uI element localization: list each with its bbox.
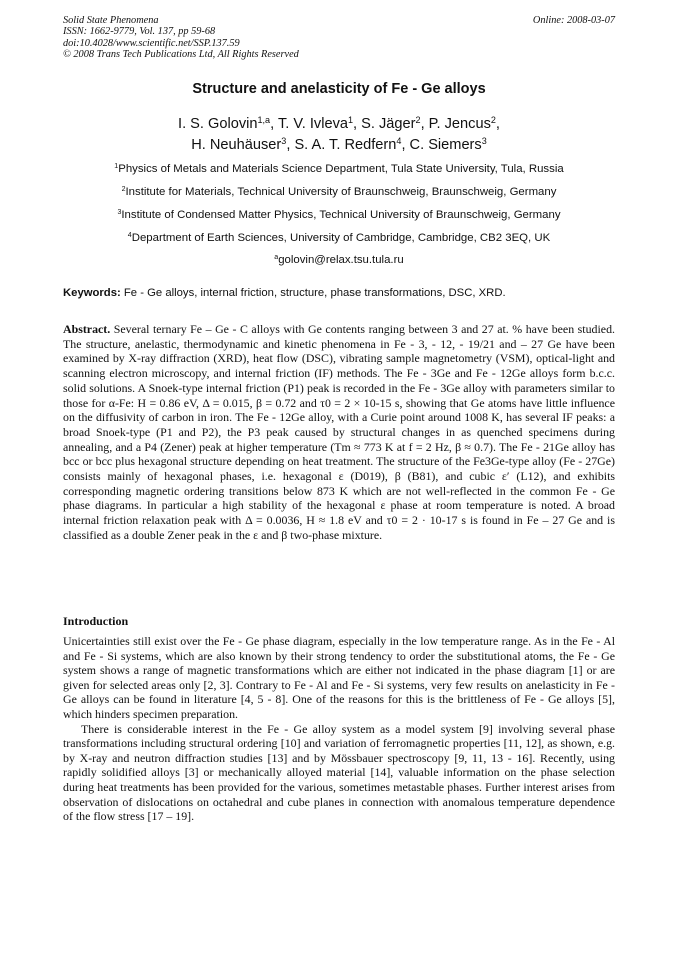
affiliation-mark: 1 xyxy=(114,163,119,171)
abstract-text: Several ternary Fe – Ge - C alloys with Ge contents ranging between 3 and 27 at. % have been studied. The structure, anelastic, thermodynamic and kinetic phenomena in Fe - 3, - 12, - 19/21 and – 27 Ge have been examined by X-ray diffraction (XRD), heat flow (DSC), vibrating sample magnetometry (VSM), optical-light and scanning electron microscopy, and internal friction (IF) methods. The Fe - 3Ge and Fe - 12Ge alloys form b.c.c. solid solutions. A Snoek-type internal friction (P1) peak is recorded in the Fe - 3Ge alloy with parameters similar to those for α-Fe: H = 0.86 eV, Δ = 0.015, β = 0.72 and τ0 = 2 × 10-15 s, showing that Ge atoms have little influence on the diffusivity of carbon in iron. The Fe - 12Ge alloy, with a Curie point around 1008 K, has several IF peaks: a broad Snoek-type (P1 and P2), the P3 peak caused by structural changes in as quenched specimens during annealing, and a P4 (Zener) peak at higher temperature (Tm ≈ 773 K at f = 2 Hz, β ≈ 0.7). The Fe - 21Ge alloy has bcc or bcc plus hexagonal structure depending on heat treatment. The structure of the Fe3Ge-type alloy (Fe - 27Ge) consists mainly of hexagonal phases, i.e. hexagonal ε (D019), β (B81), and cubic ε′ (L12), and exhibits corresponding magnetic ordering transitions below 873 K which are not well-reflected in the common Fe - Ge phase diagrams. In particular a high stability of the hexagonal ε phase at room temperature is noted. A broad internal friction relaxation peak with Δ = 0.0036, H ≈ 1.8 eV and τ0 = 2 · 10-17 s is found in Fe – 27 Ge and is classified as a double Zener peak in the ε and β two-phase mixture. xyxy=(63,322,615,542)
affiliation-text: Department of Earth Sciences, University of Cambridge, Cambridge, CB2 3EQ, UK xyxy=(131,232,551,244)
journal-issn: ISSN: 1662-9779, Vol. 137, pp 59-68 xyxy=(63,26,216,38)
section-heading-introduction: Introduction xyxy=(63,614,129,628)
author-separator: , xyxy=(353,116,362,132)
author: S. A. T. Redfern xyxy=(294,137,397,153)
author: I. S. Golovin xyxy=(178,116,258,132)
email-address: golovin@relax.tsu.tula.ru xyxy=(278,254,404,266)
affiliation-text: Institute for Materials, Technical University of Braunschweig, Braunschweig, Germany xyxy=(125,186,557,198)
author-line-2 xyxy=(0,135,678,156)
introduction-body xyxy=(63,634,615,824)
intro-paragraph: Unicertainties still exist over the Fe - Ge phase diagram, especially in the low temperature range. As in the Fe - Al and Fe - Si systems, which are also known by their strong tendency to order the substitutional atoms, the Fe - Ge system shows a range of magnetic transformations which are either not indicated in the phase diagram [1] or are given for selected areas only [2, 3]. Contrary to Fe - Al and Fe - Si systems, very few results on anelasticity in Fe - Ge alloys can be found in literature [4, 5 - 8]. One of the reasons for this is the brittleness of Fe - Ge alloys [5], which hinders specimen preparation. xyxy=(63,634,615,721)
affiliation-2 xyxy=(0,186,678,198)
author-affil-mark: 1 xyxy=(348,115,354,126)
abstract-label: Abstract. xyxy=(63,322,111,336)
affiliation-4 xyxy=(0,232,678,244)
author-separator: , xyxy=(401,137,410,153)
abstract xyxy=(63,322,615,543)
affiliation-text: Physics of Metals and Materials Science Department, Tula State University, Tula, Russia xyxy=(118,163,564,175)
author: S. Jäger xyxy=(361,116,416,132)
journal-name: Solid State Phenomena xyxy=(63,15,159,26)
affiliation-mark: 4 xyxy=(127,232,132,240)
intro-paragraph: There is considerable interest in the Fe - Ge alloy system as a model system [9] involving several phase transformations including structural ordering [10] and variation of ferromagnetic properties [11, 12], as shown, e.g. by X-ray and neutron diffraction studies [13] and by Mössbauer spectroscopy [9, 11, 13 - 16]. Recently, using rapidly solidified alloys [3] or mechanically alloyed material [14], valuable information on the phase selection during heat treatments has been provided for the various, sometimes metastable phases. Further interest arises from observation of dislocations on octahedral and cube planes in connection with anomalous temperature dependence of the flow stress [17 – 19]. xyxy=(63,721,615,824)
keywords-text: Fe - Ge alloys, internal friction, structure, phase transformations, DSC, XRD. xyxy=(123,287,506,299)
author-separator: , xyxy=(495,116,500,132)
online-date: Online: 2008-03-07 xyxy=(532,15,615,26)
author: T. V. Ivleva xyxy=(277,116,348,132)
keywords xyxy=(63,287,623,299)
author-affil-mark: 4 xyxy=(396,136,402,147)
keywords-label: Keywords: xyxy=(63,287,121,299)
affiliation-1 xyxy=(0,163,678,175)
author-affil-mark: 1,a xyxy=(257,115,271,126)
author-separator: , xyxy=(270,116,278,132)
author-affil-mark: 3 xyxy=(281,136,287,147)
journal-doi: doi:10.4028/www.scientific.net/SSP.137.59 xyxy=(63,37,240,49)
author-list xyxy=(0,114,678,156)
affiliation-mark: 2 xyxy=(121,186,126,194)
author-separator: , xyxy=(286,137,295,153)
author-affil-mark: 2 xyxy=(490,115,496,126)
author: H. Neuhäuser xyxy=(191,137,282,153)
affiliation-mark: 3 xyxy=(117,209,122,217)
affiliation-text: Institute of Condensed Matter Physics, Technical University of Braunschweig, Germany xyxy=(121,209,561,221)
author-separator: , xyxy=(420,116,429,132)
journal-header xyxy=(63,15,615,61)
corresponding-email xyxy=(0,254,678,266)
affiliation-3 xyxy=(0,209,678,221)
author-affil-mark: 2 xyxy=(415,115,421,126)
email-mark: a xyxy=(274,254,279,262)
author: C. Siemers xyxy=(409,137,482,153)
paper-title: Structure and anelasticity of Fe - Ge alloys xyxy=(192,81,486,97)
author-affil-mark: 3 xyxy=(481,136,487,147)
author-line-1 xyxy=(0,114,678,135)
journal-copyright: © 2008 Trans Tech Publications Ltd, All Rights Reserved xyxy=(63,49,299,61)
author: P. Jencus xyxy=(428,116,491,132)
